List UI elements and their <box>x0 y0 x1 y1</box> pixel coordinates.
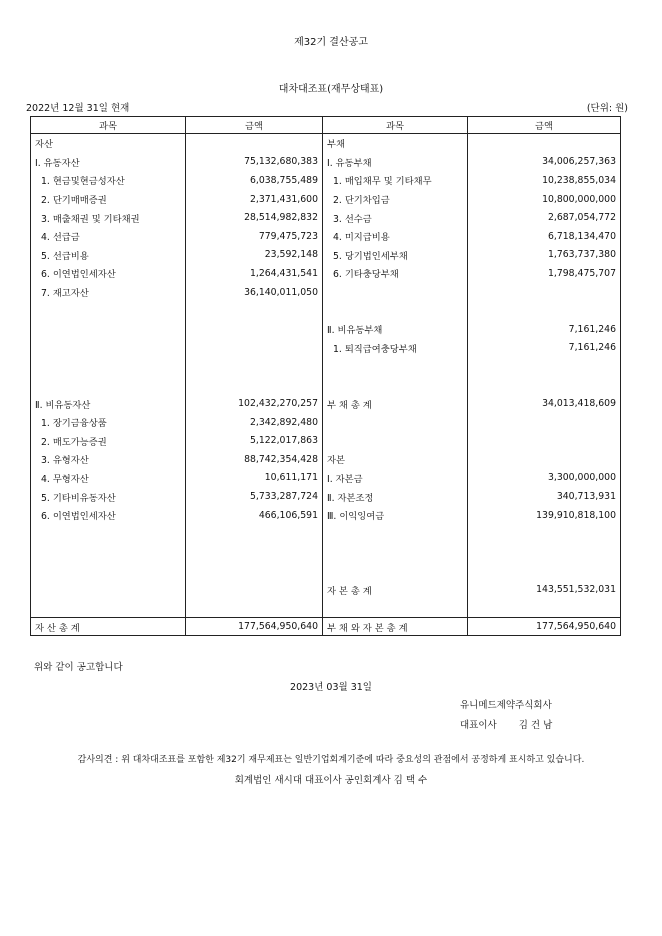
account-cell: 6. 이연법인세자산 <box>31 506 186 525</box>
account-cell <box>31 357 186 376</box>
account-cell <box>31 524 186 543</box>
closing-statement: 위와 같이 공고합니다 <box>34 662 123 673</box>
amount-cell: 5,733,287,724 <box>186 487 323 506</box>
amount-cell: 36,140,011,050 <box>186 283 323 302</box>
auditor-name: 회계법인 새시대 대표이사 공인회계사 김 택 수 <box>234 775 428 786</box>
amount-cell: 2,687,054,772 <box>468 208 621 227</box>
amount-cell <box>186 357 323 376</box>
table-header-row <box>31 117 621 134</box>
amount-cell <box>468 357 621 376</box>
account-cell <box>31 580 186 599</box>
account-cell <box>323 524 468 543</box>
amount-cell <box>468 376 621 395</box>
account-cell: 5. 기타비유동자산 <box>31 487 186 506</box>
account-cell: Ⅰ. 자본금 <box>323 469 468 488</box>
table-body <box>31 134 621 636</box>
account-cell: 1. 퇴직급여충당부채 <box>323 339 468 358</box>
amount-cell <box>186 580 323 599</box>
total-label: 부 채 와 자 본 총 계 <box>323 618 468 636</box>
account-cell <box>31 301 186 320</box>
account-cell: 1. 현금및현금성자산 <box>31 171 186 190</box>
table-row <box>31 394 621 413</box>
account-cell: 6. 기타충당부채 <box>323 264 468 283</box>
account-cell <box>31 376 186 395</box>
amount-cell <box>468 301 621 320</box>
table-row <box>31 580 621 599</box>
account-cell: 6. 이연법인세자산 <box>31 264 186 283</box>
account-cell: 2. 매도가능증권 <box>31 432 186 451</box>
amount-cell: 34,013,418,609 <box>468 394 621 413</box>
table-row <box>31 227 621 246</box>
amount-cell: 34,006,257,363 <box>468 153 621 172</box>
notice-date: 2023년 03월 31일 <box>290 682 372 693</box>
account-cell <box>323 283 468 302</box>
ceo-signature <box>460 717 552 731</box>
table-row <box>31 264 621 283</box>
ceo-name: 김 건 남 <box>518 720 553 731</box>
amount-cell: 23,592,148 <box>186 246 323 265</box>
column-header: 과목 <box>31 117 186 134</box>
amount-cell: 466,106,591 <box>186 506 323 525</box>
column-header: 금액 <box>186 117 323 134</box>
amount-cell <box>186 524 323 543</box>
amount-cell: 1,763,737,380 <box>468 246 621 265</box>
amount-cell: 7,161,246 <box>468 339 621 358</box>
table-row <box>31 599 621 618</box>
amount-cell: 2,342,892,480 <box>186 413 323 432</box>
amount-cell <box>186 562 323 581</box>
amount-cell: 88,742,354,428 <box>186 450 323 469</box>
account-cell <box>323 357 468 376</box>
amount-cell: 3,300,000,000 <box>468 469 621 488</box>
total-amount: 177,564,950,640 <box>468 618 621 636</box>
account-cell: Ⅲ. 이익잉여금 <box>323 506 468 525</box>
amount-cell: 2,371,431,600 <box>186 190 323 209</box>
audit-opinion: 감사의견 : 위 대차대조표를 포함한 제32기 재무제표는 일반기업회계기준에 따라 중요성의 관점에서 공정하게 표시하고 있습니다. <box>77 755 585 765</box>
amount-cell <box>468 283 621 302</box>
account-cell <box>323 413 468 432</box>
amount-cell <box>186 339 323 358</box>
account-cell <box>31 599 186 618</box>
notice-title: 제32기 결산공고 <box>294 37 368 48</box>
table-row <box>31 190 621 209</box>
amount-cell <box>186 543 323 562</box>
table-row <box>31 432 621 451</box>
account-cell: 3. 유형자산 <box>31 450 186 469</box>
amount-cell: 75,132,680,383 <box>186 153 323 172</box>
amount-cell: 10,611,171 <box>186 469 323 488</box>
amount-cell <box>186 376 323 395</box>
account-cell <box>323 432 468 451</box>
account-cell: 4. 선급금 <box>31 227 186 246</box>
account-cell: Ⅱ. 자본조정 <box>323 487 468 506</box>
amount-cell <box>468 543 621 562</box>
account-cell: 4. 무형자산 <box>31 469 186 488</box>
balance-sheet-table <box>30 116 621 636</box>
account-cell: 5. 선급비용 <box>31 246 186 265</box>
account-cell: 5. 당기법인세부채 <box>323 246 468 265</box>
amount-cell <box>468 450 621 469</box>
account-cell: 3. 선수금 <box>323 208 468 227</box>
amount-cell <box>468 524 621 543</box>
table-row <box>31 171 621 190</box>
account-cell <box>31 320 186 339</box>
amount-cell <box>186 599 323 618</box>
amount-cell <box>468 432 621 451</box>
column-header: 금액 <box>468 117 621 134</box>
amount-cell <box>468 599 621 618</box>
account-cell: 자 본 총 계 <box>323 580 468 599</box>
account-cell: 자산 <box>31 134 186 153</box>
total-amount: 177,564,950,640 <box>186 618 323 636</box>
amount-cell: 7,161,246 <box>468 320 621 339</box>
account-cell <box>31 562 186 581</box>
table-row <box>31 208 621 227</box>
account-cell: 3. 매출채권 및 기타채권 <box>31 208 186 227</box>
total-row <box>31 618 621 636</box>
amount-cell: 139,910,818,100 <box>468 506 621 525</box>
amount-cell <box>186 320 323 339</box>
amount-cell: 779,475,723 <box>186 227 323 246</box>
table-row <box>31 413 621 432</box>
account-cell: 1. 매입채무 및 기타채무 <box>323 171 468 190</box>
amount-cell: 6,038,755,489 <box>186 171 323 190</box>
account-cell: 자본 <box>323 450 468 469</box>
account-cell: Ⅱ. 비유동자산 <box>31 394 186 413</box>
account-cell: 부 채 총 계 <box>323 394 468 413</box>
table-row <box>31 450 621 469</box>
amount-cell: 1,798,475,707 <box>468 264 621 283</box>
as-of-date: 2022년 12월 31일 현재 <box>26 103 130 114</box>
amount-cell: 10,238,855,034 <box>468 171 621 190</box>
account-cell: Ⅰ. 유동자산 <box>31 153 186 172</box>
table-row <box>31 246 621 265</box>
account-cell <box>323 562 468 581</box>
statement-title: 대차대조표(재무상태표) <box>278 84 384 95</box>
table-row <box>31 562 621 581</box>
table-row <box>31 134 621 153</box>
amount-cell: 1,264,431,541 <box>186 264 323 283</box>
table-row <box>31 506 621 525</box>
table-row <box>31 376 621 395</box>
amount-cell <box>468 134 621 153</box>
account-cell <box>323 599 468 618</box>
amount-cell: 102,432,270,257 <box>186 394 323 413</box>
account-cell <box>323 301 468 320</box>
table-row <box>31 339 621 358</box>
account-cell <box>323 543 468 562</box>
amount-cell: 10,800,000,000 <box>468 190 621 209</box>
account-cell <box>323 376 468 395</box>
table-row <box>31 283 621 302</box>
account-cell <box>31 543 186 562</box>
table-row <box>31 524 621 543</box>
amount-cell: 28,514,982,832 <box>186 208 323 227</box>
amount-cell <box>186 134 323 153</box>
total-label: 자 산 총 계 <box>31 618 186 636</box>
amount-cell: 6,718,134,470 <box>468 227 621 246</box>
table-row <box>31 357 621 376</box>
account-cell: 2. 단기차입금 <box>323 190 468 209</box>
unit-label: (단위: 원) <box>586 103 628 114</box>
account-cell: Ⅰ. 유동부채 <box>323 153 468 172</box>
account-cell: 부채 <box>323 134 468 153</box>
company-name: 유니메드제약주식회사 <box>460 700 552 711</box>
account-cell: 7. 재고자산 <box>31 283 186 302</box>
table-row <box>31 487 621 506</box>
table-row <box>31 469 621 488</box>
amount-cell <box>186 301 323 320</box>
table-row <box>31 153 621 172</box>
account-cell: Ⅱ. 비유동부채 <box>323 320 468 339</box>
table-row <box>31 543 621 562</box>
account-cell: 4. 미지급비용 <box>323 227 468 246</box>
amount-cell <box>468 413 621 432</box>
amount-cell: 340,713,931 <box>468 487 621 506</box>
amount-cell: 5,122,017,863 <box>186 432 323 451</box>
account-cell: 2. 단기매매증권 <box>31 190 186 209</box>
account-cell <box>31 339 186 358</box>
table-row <box>31 301 621 320</box>
account-cell: 1. 장기금융상품 <box>31 413 186 432</box>
table-row <box>31 320 621 339</box>
amount-cell: 143,551,532,031 <box>468 580 621 599</box>
column-header: 과목 <box>323 117 468 134</box>
amount-cell <box>468 562 621 581</box>
ceo-title: 대표이사 <box>460 720 497 731</box>
